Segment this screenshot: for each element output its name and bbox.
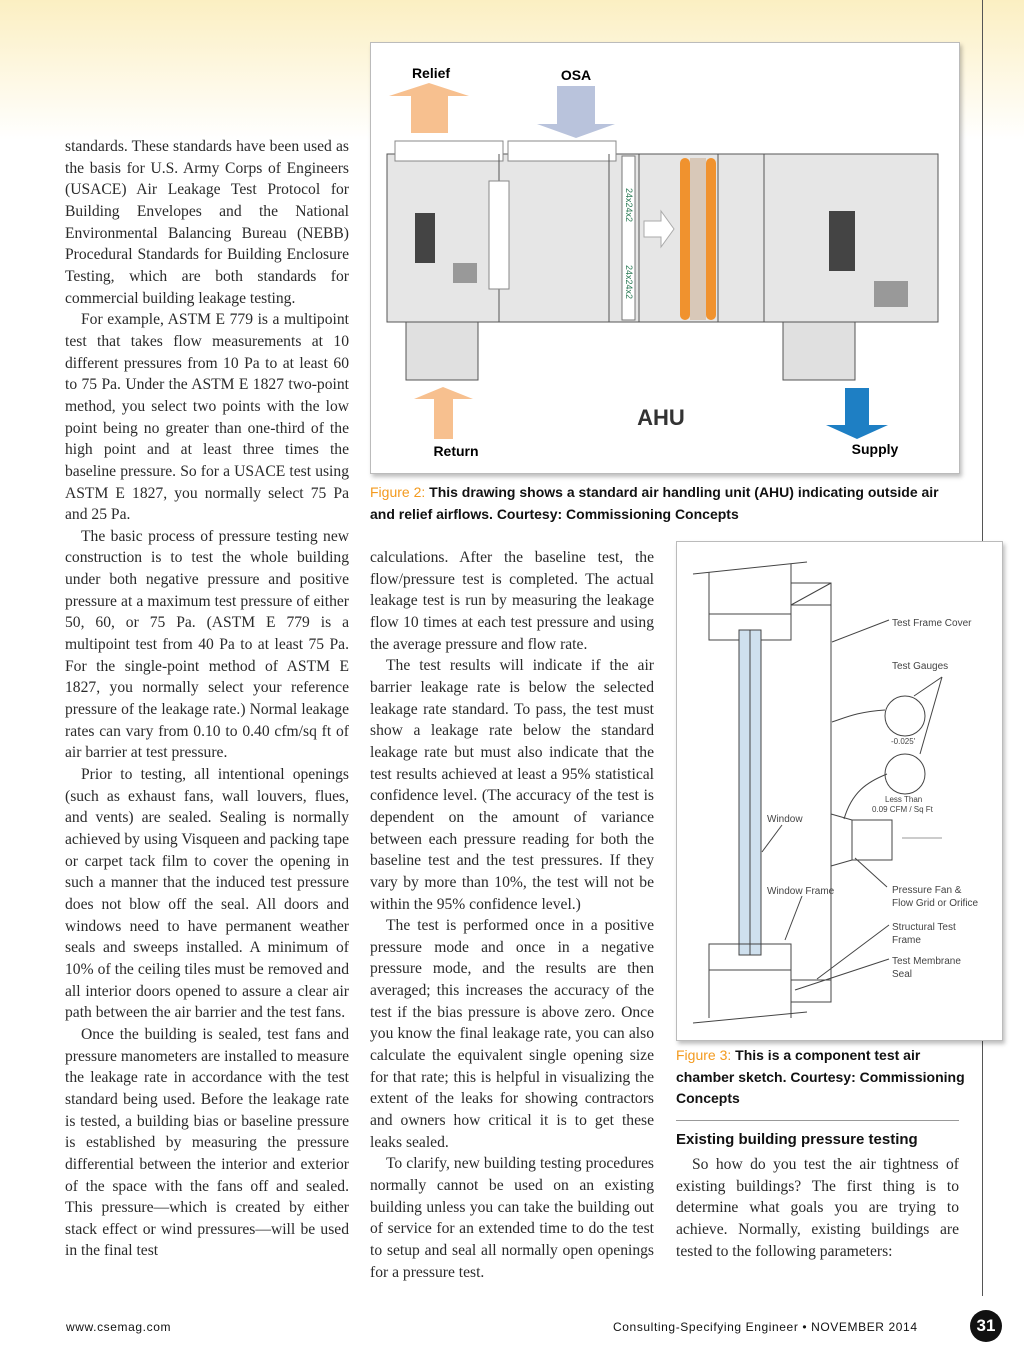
structural-test-frame-label: Structural Test	[892, 922, 956, 933]
return-label: Return	[433, 443, 479, 459]
supply-label: Supply	[851, 441, 899, 457]
paragraph: The basic process of pressure testing new construction is to test the whole building under both negative pressure and positive pressure at a maximum test pressure of either 50, 60, or 75 Pa. (ASTM E 779 is a multipoint test from 40 Pa to at least 75 Pa. For the single-point method of ASTM E 1827, you normally select your reference pressure of the leakage rate.) Normal leakage rates can vary from 0.10 to 0.40 cfm/sq ft of air barrier at test pressure.	[65, 527, 349, 762]
osa-label: OSA	[560, 67, 592, 83]
paragraph: standards. These standards have been used as the basis for U.S. Army Corps of Engineers (USACE) Air Leakage Test Protocol for Building Envelopes and the National Environmental Balancing Bureau (NEBB) Procedural Standards for Building Enclosure Testing, which are both standards for commercial building leakage testing.	[65, 138, 349, 307]
figure-label: Figure 2:	[370, 484, 426, 500]
filter-label-1: 24x24x2	[624, 188, 634, 223]
section-heading: Existing building pressure testing	[676, 1131, 918, 1148]
paragraph: calculations. After the baseline test, the flow/pressure test is completed. The actual leakage test is run by measuring the leakage flow 10 times at each test pressure and using the average pressure and flow rate.	[370, 549, 654, 653]
cfm-label: 0.09 CFM / Sq Ft	[872, 805, 933, 814]
figure-3-caption	[676, 1045, 966, 1110]
osa-arrow-icon	[537, 86, 615, 138]
relief-label: Relief	[411, 65, 451, 81]
relief-arrow-icon	[389, 83, 469, 133]
return-fan-icon	[415, 213, 435, 263]
filter-label-2: 24x24x2	[624, 265, 634, 300]
figure-label: Figure 3:	[676, 1047, 732, 1063]
test-frame-cover-label: Test Frame Cover	[892, 618, 972, 629]
relief-damper	[395, 141, 503, 161]
article-column-2	[370, 547, 654, 1283]
test-gauges-label: Test Gauges	[892, 661, 949, 672]
figure-2-ahu-diagram	[370, 42, 960, 474]
ahu-label: AHU	[637, 405, 685, 430]
test-membrane-seal-label: Test Membrane	[892, 956, 961, 967]
figure-2-caption	[370, 482, 960, 525]
paragraph: For example, ASTM E 779 is a multipoint test that takes flow measurements at 10 different pressures from 10 Pa to at least 60 to 75 Pa. Under the ASTM E 1827 two-point method, you select two points with the low point being no greater than one-third of the high point and at least three times the baseline pressure. So for a USACE test using ASTM E 1827, you normally select 75 Pa and 25 Pa.	[65, 311, 349, 524]
article-column-1	[65, 136, 349, 1262]
section-divider	[676, 1120, 959, 1121]
gauge-reading: -0.025'	[891, 737, 916, 746]
window-label: Window	[767, 814, 803, 825]
paragraph: Prior to testing, all intentional openings (such as exhaust fans, wall louvers, flues, and vents) are sealed. Sealing is normally achieved by using Visqueen and packing tape or carpet tack film to cover the opening in such a manner that the induced test pressure does not blow off the seal. All doors and windows need to have permanent weather seals and sweeps installed. A minimum of 10% of the ceiling tiles must be removed and all interior doors opened to assure a clear air path between the air barrier and the test fans.	[65, 766, 349, 1022]
paragraph: To clarify, new building testing procedures normally cannot be used on an existing building unless you can take the building out of service for an extended time to do the test to setup and seal all normally open openings for a pressure test.	[370, 1155, 654, 1281]
test-membrane-seal-label-2: Seal	[892, 969, 913, 980]
return-arrow-icon	[414, 387, 473, 439]
supply-fan-icon	[829, 211, 855, 271]
caption-text: This drawing shows a standard air handling unit (AHU) indicating outside air and relief airflows. Courtesy: Commissioning Concepts	[370, 484, 939, 522]
article-column-3	[676, 1154, 959, 1262]
coil	[680, 158, 690, 320]
pressure-fan-label: Pressure Fan &	[892, 885, 962, 896]
paragraph: The test results will indicate if the air barrier leakage rate is below the selected leakage rate standard. To pass, the test must show a leakage rate below the standard leakage rate but must also indicate that the test results achieved at least a 95% statistical confidence level. (The accuracy of the test is dependent on the amount of variance between each pressure reading for both the baseline test and the test pressures. If they vary by more than 10%, the test will not be within the 95% confidence level.)	[370, 657, 654, 913]
supply-arrow-icon	[826, 388, 888, 439]
osa-damper	[508, 141, 616, 161]
footer-publication: Consulting-Specifying Engineer • NOVEMBER 2014	[613, 1320, 918, 1334]
paragraph: So how do you test the air tightness of existing buildings? The first thing is to determine what goals you are trying to achieve. Normally, existing buildings are tested to the following parameters:	[676, 1156, 959, 1260]
less-than-label: Less Than	[885, 795, 923, 804]
paragraph: Once the building is sealed, test fans and pressure manometers are installed to measure the leakage rate in accordance with the test standard being used. Before the leakage rate is tested, a building bias or baseline pressure is established by measuring the pressure differential between the interior and exterior of the space with the fans off and sealed. This pressure—which is created by either stack effect or wind pressures—will be used in the final test	[65, 1025, 349, 1260]
paragraph: The test is performed once in a positive pressure mode and once in a negative pressure mode, and the results are then averaged; this increases the accuracy of the test if the bias pressure is above zero. Once you know the final leakage rate, you can also calculate the equivalent single opening size for that rate; this is helpful in visualizing the extent of the leaks for showing contractors and owners how critical it is to get these leaks sealed.	[370, 917, 654, 1151]
pressure-fan-label-2: Flow Grid or Orifice	[892, 898, 979, 909]
figure-3-test-chamber-sketch	[676, 541, 1003, 1041]
page-number: 31	[970, 1310, 1002, 1342]
window-frame-label: Window Frame	[767, 886, 835, 897]
structural-test-frame-label-2: Frame	[892, 935, 921, 946]
caption-text: This is a component test air chamber sketch. Courtesy: Commissioning Concepts	[676, 1047, 965, 1106]
footer-website: www.csemag.com	[66, 1320, 172, 1334]
